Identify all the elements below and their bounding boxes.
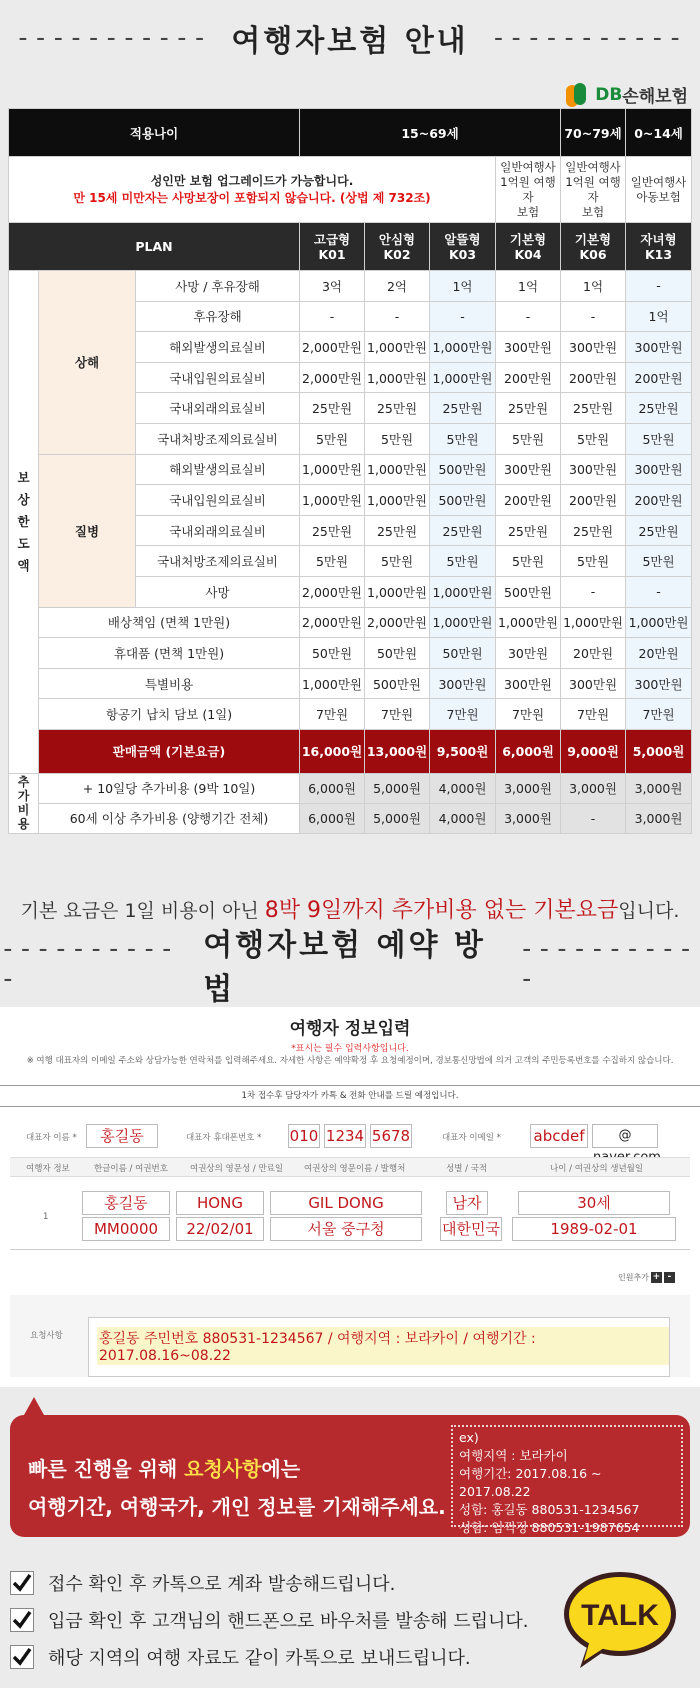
value-cell: 3,000원 xyxy=(496,803,561,833)
value-cell: 1,000만원 xyxy=(496,607,561,638)
section-title-guide xyxy=(0,18,700,58)
plan-header-k06: 기본형 K06 xyxy=(561,223,626,271)
value-cell: 6,000원 xyxy=(496,729,561,773)
phone-field-3[interactable]: 5678 xyxy=(370,1124,412,1148)
last-name-field[interactable]: HONG xyxy=(176,1191,264,1215)
coverage-item: 배상책임 (면책 1만원) xyxy=(39,607,300,638)
value-cell: 1,000만원 xyxy=(365,485,430,516)
check-item: 접수 확인 후 카톡으로 계좌 발송해드립니다. xyxy=(10,1570,528,1596)
value-cell: 3억 xyxy=(300,271,365,302)
phone-field-1[interactable]: 010 xyxy=(288,1124,320,1148)
value-cell: - xyxy=(626,576,692,607)
value-cell: 200만원 xyxy=(496,362,561,393)
form-description: ※ 여행 대표자의 이메일 주소와 상담가능한 연락처를 입력해주세요. 자세한 사항은 예약확정 후 요청예정이며, 경보통신망법에 의거 고객의 주민등록번호를 수집하지 않습니다. xyxy=(26,1056,674,1066)
age-label: 적용나이 xyxy=(9,109,300,157)
value-cell: 3,000원 xyxy=(496,773,561,803)
value-cell: 25만원 xyxy=(365,393,430,424)
value-cell: 30만원 xyxy=(496,638,561,669)
coverage-item: 후유장해 xyxy=(136,301,300,332)
value-cell: 1,000만원 xyxy=(430,362,496,393)
value-cell: 200만원 xyxy=(626,485,692,516)
title-dash-left-2: ----------- xyxy=(0,934,177,994)
email-label: 대표자 이메일 * xyxy=(442,1133,501,1143)
value-cell: 9,000원 xyxy=(561,729,626,773)
value-cell: 1,000만원 xyxy=(430,332,496,363)
coverage-item: 사망 xyxy=(136,576,300,607)
value-cell: 200만원 xyxy=(561,485,626,516)
value-cell: - xyxy=(496,301,561,332)
base-fee-note: 기본 요금은 1일 비용이 아닌 8박 9일까지 추가비용 없는 기본요금입니다. xyxy=(20,898,680,923)
value-cell: 25만원 xyxy=(300,515,365,546)
value-cell: 300만원 xyxy=(626,668,692,699)
under15-note: 만 15세 미만자는 사망보장이 포함되지 않습니다. (상법 제 732조) xyxy=(73,190,431,205)
value-cell: 5,000원 xyxy=(626,729,692,773)
traveler-no: 1 xyxy=(43,1212,49,1222)
traveler-name-field[interactable]: 홍길동 xyxy=(82,1191,170,1215)
value-cell: 1,000만원 xyxy=(561,607,626,638)
check-item: 입금 확인 후 고객님의 핸드폰으로 바우처를 발송해 드립니다. xyxy=(10,1607,528,1633)
value-cell: 1,000만원 xyxy=(430,576,496,607)
value-cell: 1,000만원 xyxy=(365,576,430,607)
col-name-passport: 한글이름 / 여권번호 xyxy=(94,1164,168,1174)
value-cell: 1,000만원 xyxy=(300,485,365,516)
value-cell: 3,000원 xyxy=(561,773,626,803)
value-cell: 1,000만원 xyxy=(430,607,496,638)
value-cell: 500만원 xyxy=(365,668,430,699)
bubble-line-2: 여행기간, 여행국가, 개인 정보를 기재해주세요. xyxy=(28,1495,446,1519)
plan-label: PLAN xyxy=(9,223,300,271)
value-cell: 5만원 xyxy=(496,546,561,577)
value-cell: 7만원 xyxy=(430,699,496,730)
value-cell: 200만원 xyxy=(626,362,692,393)
request-label: 요청사항 xyxy=(30,1331,63,1341)
value-cell: 2,000만원 xyxy=(300,362,365,393)
value-cell: 25만원 xyxy=(561,393,626,424)
value-cell: 1억 xyxy=(496,271,561,302)
form-title: 여행자 정보입력 xyxy=(289,1019,411,1039)
coverage-limit-label: 보 상 한 도 액 xyxy=(9,271,39,774)
col-last-expiry: 여권상의 영문성 / 만료일 xyxy=(190,1164,284,1174)
coverage-item: 사망 / 후유장해 xyxy=(136,271,300,302)
coverage-item: 국내입원의료실비 xyxy=(136,362,300,393)
col-traveler-info: 여행자 정보 xyxy=(26,1164,70,1174)
value-cell: 1,000만원 xyxy=(300,454,365,485)
value-cell: 50만원 xyxy=(430,638,496,669)
request-row xyxy=(10,1295,690,1377)
coverage-item: 휴대품 (면책 1만원) xyxy=(39,638,300,669)
age-group-70-79: 70~79세 xyxy=(561,109,626,157)
value-cell: 2,000만원 xyxy=(300,576,365,607)
value-cell: 7만원 xyxy=(300,699,365,730)
value-cell: 300만원 xyxy=(561,668,626,699)
rep-name-label: 대표자 이름 * xyxy=(26,1133,77,1143)
value-cell: 1,000만원 xyxy=(365,362,430,393)
gender-field[interactable]: 남자 xyxy=(446,1191,488,1215)
check-item: 해당 지역의 여행 자료도 같이 카톡으로 보내드립니다. xyxy=(10,1644,528,1670)
request-textarea[interactable] xyxy=(88,1317,670,1377)
nation-field[interactable]: 대한민국 xyxy=(440,1217,502,1241)
category-disease: 질병 xyxy=(39,454,136,607)
value-cell: 25만원 xyxy=(496,515,561,546)
value-cell: 50만원 xyxy=(365,638,430,669)
traveler-info-form xyxy=(0,1007,700,1387)
value-cell: 200만원 xyxy=(496,485,561,516)
col-age-birth: 나이 / 여권상의 생년월일 xyxy=(550,1164,644,1174)
phone-label: 대표자 휴대폰번호 * xyxy=(186,1133,262,1143)
col-gender-nation: 성별 / 국적 xyxy=(446,1164,488,1174)
value-cell: 5만원 xyxy=(561,546,626,577)
bubble-highlight: 요청사항 xyxy=(184,1457,262,1481)
age-group-0-14: 0~14세 xyxy=(626,109,692,157)
value-cell: 1,000만원 xyxy=(365,332,430,363)
email-id-field[interactable]: abcdef xyxy=(530,1124,588,1148)
value-cell: - xyxy=(561,576,626,607)
value-cell: 6,000원 xyxy=(300,803,365,833)
value-cell: - xyxy=(300,301,365,332)
value-cell: 5,000원 xyxy=(365,803,430,833)
value-cell: 1억 xyxy=(561,271,626,302)
value-cell: 300만원 xyxy=(626,332,692,363)
value-cell: 4,000원 xyxy=(430,803,496,833)
plan-header-k13: 자녀형 K13 xyxy=(626,223,692,271)
value-cell: 300만원 xyxy=(496,668,561,699)
extra-cost-label: 추 가 비 용 xyxy=(9,773,39,833)
value-cell: 5만원 xyxy=(365,423,430,454)
value-cell: 5,000원 xyxy=(365,773,430,803)
plan-header-k04: 기본형 K04 xyxy=(496,223,561,271)
add-traveler-button[interactable]: + xyxy=(652,1272,661,1282)
value-cell: 3,000원 xyxy=(626,773,692,803)
expiry-field[interactable]: 22/02/01 xyxy=(176,1217,264,1241)
rep-name-field[interactable]: 홍길동 xyxy=(86,1124,158,1148)
value-cell: - xyxy=(430,301,496,332)
plan-header-k02: 안심형 K02 xyxy=(365,223,430,271)
value-cell: 1억 xyxy=(626,301,692,332)
value-cell: 7만원 xyxy=(626,699,692,730)
issuer-field[interactable]: 서울 중구청 xyxy=(270,1217,422,1241)
checkmark-icon xyxy=(10,1608,34,1632)
value-cell: 3,000원 xyxy=(626,803,692,833)
value-cell: 50만원 xyxy=(300,638,365,669)
value-cell: 2,000만원 xyxy=(300,607,365,638)
title-dash-right-2: ----------- xyxy=(518,934,696,994)
section-title-reservation xyxy=(0,928,700,1007)
plan-header-k01: 고급형 K01 xyxy=(300,223,365,271)
form-divider xyxy=(10,1249,690,1250)
value-cell: 6,000원 xyxy=(300,773,365,803)
coverage-item: 특별비용 xyxy=(39,668,300,699)
guide-title: 여행자보험 안내 xyxy=(231,24,469,59)
first-name-field[interactable]: GIL DONG xyxy=(270,1191,422,1215)
subnote-k13: 일반여행사 아동보험 xyxy=(626,157,692,223)
value-cell: 5만원 xyxy=(626,423,692,454)
reservation-title: 여행자보험 예약 방법 xyxy=(203,928,486,1007)
checkmark-icon xyxy=(10,1645,34,1669)
value-cell: 500만원 xyxy=(430,485,496,516)
extra-cost-item: 60세 이상 추가비용 (양행기간 전체) xyxy=(39,803,300,833)
value-cell: - xyxy=(365,301,430,332)
value-cell: 5만원 xyxy=(626,546,692,577)
value-cell: 300만원 xyxy=(626,454,692,485)
title-dash-left: ----------- xyxy=(15,23,210,53)
coverage-item: 국내입원의료실비 xyxy=(136,485,300,516)
age-field[interactable]: 30세 xyxy=(518,1191,670,1215)
value-cell: 300만원 xyxy=(496,454,561,485)
required-note: *표시는 필수 입력사항입니다. xyxy=(291,1044,409,1054)
value-cell: 25만원 xyxy=(300,393,365,424)
value-cell: 5만원 xyxy=(430,546,496,577)
value-cell: 300만원 xyxy=(496,332,561,363)
value-cell: 5만원 xyxy=(365,546,430,577)
coverage-item: 항공기 납치 담보 (1일) xyxy=(39,699,300,730)
value-cell: - xyxy=(561,301,626,332)
value-cell: 25만원 xyxy=(430,393,496,424)
value-cell: 2,000만원 xyxy=(300,332,365,363)
value-cell: 7만원 xyxy=(496,699,561,730)
bubble-line-1: 빠른 진행을 위해 요청사항에는 xyxy=(28,1457,301,1481)
value-cell: 5만원 xyxy=(496,423,561,454)
value-cell: 1,000만원 xyxy=(300,668,365,699)
coverage-item: 국내처방조제의료실비 xyxy=(136,546,300,577)
process-checklist xyxy=(10,1570,528,1681)
value-cell: 5만원 xyxy=(561,423,626,454)
request-guide-bubble xyxy=(10,1415,690,1537)
example-box: ex) 여행지역 : 보라카이 여행기간: 2017.08.16 ~ 2017.08.22 성함: 홍길동 880531-1234567 성함: 임꺽정 880531-1987654 xyxy=(451,1425,683,1527)
value-cell: 2억 xyxy=(365,271,430,302)
phone-field-2[interactable]: 1234 xyxy=(324,1124,366,1148)
remove-traveler-button[interactable]: - xyxy=(664,1272,675,1283)
value-cell: 25만원 xyxy=(496,393,561,424)
value-cell: 25만원 xyxy=(365,515,430,546)
value-cell: 200만원 xyxy=(561,362,626,393)
value-cell: 25만원 xyxy=(561,515,626,546)
value-cell: 25만원 xyxy=(626,393,692,424)
representative-row xyxy=(0,1120,700,1152)
value-cell: 1억 xyxy=(430,271,496,302)
value-cell: 2,000만원 xyxy=(365,607,430,638)
coverage-item: 국내외래의료실비 xyxy=(136,393,300,424)
bubble-tail xyxy=(24,1397,44,1415)
value-cell: 4,000원 xyxy=(430,773,496,803)
birth-field[interactable]: 1989-02-01 xyxy=(512,1217,676,1241)
value-cell: 7만원 xyxy=(561,699,626,730)
talk-label: TALK xyxy=(581,1599,659,1632)
value-cell: 20만원 xyxy=(561,638,626,669)
subnote-k04: 일반여행사 1억원 여행자 보험 xyxy=(496,157,561,223)
request-text: 홍길동 주민번호 880531-1234567 / 여행지역 : 보라카이 / 여행기간 : 2017.08.16~08.22 xyxy=(97,1327,669,1365)
db-logo-icon xyxy=(566,83,592,107)
value-cell: 1,000만원 xyxy=(626,607,692,638)
upgrade-note: 성인만 보험 업그레이드가 가능합니다. xyxy=(150,173,354,188)
value-cell: 20만원 xyxy=(626,638,692,669)
price-label: 판매금액 (기본요금) xyxy=(39,729,300,773)
value-cell: 25만원 xyxy=(430,515,496,546)
coverage-item: 국내외래의료실비 xyxy=(136,515,300,546)
traveler-columns-header xyxy=(10,1157,690,1177)
col-first-issuer: 여권상의 영문이름 / 발행처 xyxy=(304,1164,406,1174)
value-cell: 500만원 xyxy=(430,454,496,485)
value-cell: 300만원 xyxy=(561,332,626,363)
title-dash-right: ----------- xyxy=(490,23,685,53)
insurance-table xyxy=(8,108,692,834)
value-cell: 16,000원 xyxy=(300,729,365,773)
category-injury: 상해 xyxy=(39,271,136,455)
coverage-item: 해외발생의료실비 xyxy=(136,454,300,485)
value-cell: 5만원 xyxy=(300,423,365,454)
subnote-k06: 일반여행사 1억원 여행자 보험 xyxy=(561,157,626,223)
coverage-item: 해외발생의료실비 xyxy=(136,332,300,363)
value-cell: 13,000원 xyxy=(365,729,430,773)
add-traveler-control: 인원추가 + - xyxy=(618,1272,675,1283)
contact-notice-bar: 1차 접수후 담당자가 카톡 & 전화 안내를 드릴 예정입니다. xyxy=(0,1085,700,1107)
value-cell: 300만원 xyxy=(430,668,496,699)
base-fee-highlight: 8박 9일까지 추가비용 없는 기본요금 xyxy=(264,898,619,923)
value-cell: - xyxy=(626,271,692,302)
age-group-15-69: 15~69세 xyxy=(300,109,561,157)
kakaotalk-icon[interactable] xyxy=(560,1568,680,1672)
value-cell: - xyxy=(561,803,626,833)
coverage-item: 국내처방조제의료실비 xyxy=(136,423,300,454)
value-cell: 300만원 xyxy=(561,454,626,485)
value-cell: 7만원 xyxy=(365,699,430,730)
extra-cost-item: + 10일당 추가비용 (9박 10일) xyxy=(39,773,300,803)
email-domain-field[interactable]: @ xyxy=(592,1124,658,1148)
db-insurance-logo: DB 손해보험 xyxy=(566,82,688,107)
value-cell: 5만원 xyxy=(300,546,365,577)
value-cell: 500만원 xyxy=(496,576,561,607)
age-note xyxy=(9,157,496,223)
value-cell: 9,500원 xyxy=(430,729,496,773)
plan-header-k03: 알뜰형 K03 xyxy=(430,223,496,271)
value-cell: 5만원 xyxy=(430,423,496,454)
checkmark-icon xyxy=(10,1571,34,1595)
value-cell: 25만원 xyxy=(626,515,692,546)
passport-no-field[interactable]: MM0000 xyxy=(82,1217,170,1241)
value-cell: 1,000만원 xyxy=(365,454,430,485)
